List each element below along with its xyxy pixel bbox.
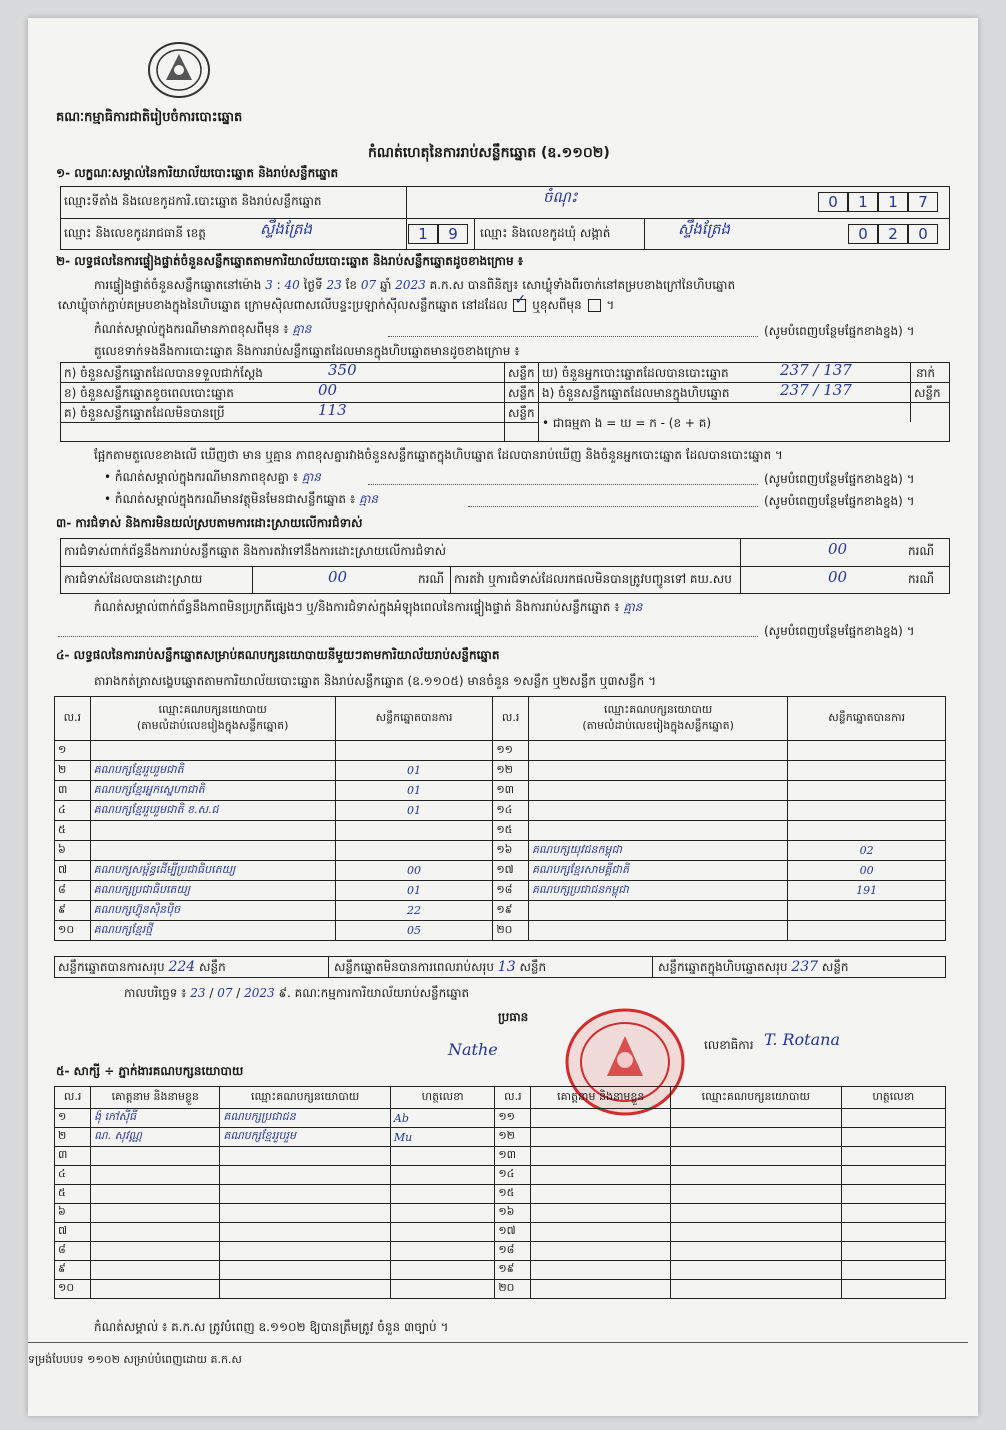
row-number: ១៨: [493, 881, 529, 901]
party-name[interactable]: [90, 821, 335, 841]
location-digit-2[interactable]: 1: [848, 192, 878, 212]
witness-signature[interactable]: [841, 1280, 945, 1299]
witness-name[interactable]: [91, 1147, 220, 1166]
witness-signature[interactable]: [390, 1242, 494, 1261]
unit-ballot-2: សន្លឹក: [508, 386, 535, 400]
witness-party[interactable]: [671, 1185, 842, 1204]
witness-party[interactable]: [220, 1166, 391, 1185]
table-row: [55, 861, 946, 881]
witness-signature[interactable]: [841, 1242, 945, 1261]
table-row: [55, 821, 946, 841]
w-col-party-left: ឈ្មោះគណបក្សនយោបាយ: [220, 1087, 391, 1109]
party-votes[interactable]: 01: [335, 781, 493, 801]
row-number: ៦: [55, 1204, 91, 1223]
row-number: ១៣: [495, 1147, 531, 1166]
col-party-right: ឈ្មោះគណបក្សនយោបាយ: [603, 702, 713, 716]
non-ballot-line: • កំណត់សម្គាល់ក្នុងករណីមានវត្ថុមិនមែនជាសន្លឹកឆ្នោត ៖ គ្មាន: [104, 492, 379, 506]
col-party-sub-left: (តាមលំដាប់លេខរៀងក្នុងសន្លឹកឆ្នោត): [136, 718, 289, 732]
received-label: ក) ចំនួនសន្លឹកឆ្នោតដែលបានទទួលជាក់ស្តែង: [64, 366, 263, 380]
voters-value[interactable]: 237 / 137: [780, 361, 852, 379]
different-checkbox[interactable]: [588, 299, 601, 312]
party-votes[interactable]: 01: [335, 881, 493, 901]
location-value[interactable]: ចំណុះ: [543, 188, 578, 206]
authority-name: គណៈកម្មាធិការជាតិរៀបចំការបោះឆ្នោត: [56, 110, 243, 125]
row-number: ៧: [55, 861, 91, 881]
row-number: ៩: [55, 901, 91, 921]
party-name[interactable]: [90, 841, 335, 861]
table-row: [55, 881, 946, 901]
case-unit-1: ករណី: [908, 544, 935, 558]
witness-party[interactable]: [220, 1185, 391, 1204]
commune-digit-2[interactable]: 2: [878, 224, 908, 244]
province-value[interactable]: ស្ទឹងត្រែង: [260, 220, 313, 238]
compare-line: ផ្អែកតាមតួលេខខាងលើ ឃើញថា មាន ឬគ្មាន ភាពខុសគ្នារវាងចំនួនសន្លឹកឆ្នោតក្នុងហិបឆ្នោត ដែលបានរាប់ឃើញ និងចំនួនអ្នកបោះឆ្នោត ដែលបានបោះឆ្នោត ។: [94, 448, 783, 462]
seal-line: សោឃ្លុំចាក់ភ្ជាប់គម្របខាងក្នុងនៃហិបឆ្នោត ក្រោមស៊ិលពាសលើបន្ទះប្រឡាក់ស៊ីលសន្លឹកឆ្នោត នៅដដែល ✓ ឬខុសពីមុន ។: [58, 298, 614, 313]
province-label: ឈ្មោះ និងលេខកូដរាជធានី ខេត្ត: [64, 226, 206, 240]
w-col-party-right: ឈ្មោះគណបក្សនយោបាយ: [671, 1087, 842, 1109]
row-number: ១៥: [493, 821, 529, 841]
minute-value[interactable]: 40: [284, 278, 300, 292]
row-number: ១៧: [493, 861, 529, 881]
row-number: ១៨: [495, 1242, 531, 1261]
section5-heading: ៥- សាក្សី ÷ ភ្នាក់ងារគណបក្សនយោបាយ: [56, 1064, 244, 1078]
row-number: ៣: [55, 781, 91, 801]
party-name[interactable]: គណបក្សសម្ព័ន្ធដើម្បីប្រជាធិបតេយ្យ: [90, 861, 335, 881]
witness-signature[interactable]: [390, 1147, 494, 1166]
w-col-sign-left: ហត្ថលេខា: [390, 1087, 494, 1109]
location-label: ឈ្មោះទីតាំង និងលេខកូដការិ.បោះឆ្នោត និងរាប់សន្លឹកឆ្នោត: [64, 194, 322, 208]
commune-value[interactable]: ស្ទឹងត្រែង: [678, 220, 731, 238]
unit-ballot-3: សន្លឹក: [508, 406, 535, 420]
row-number: ៥: [55, 1185, 91, 1204]
total-valid-value[interactable]: 224: [168, 959, 196, 975]
party-name[interactable]: [528, 761, 787, 781]
row-number: ២: [55, 1128, 91, 1147]
section4-heading: ៤- លទ្ធផលនៃការរាប់សន្លឹកឆ្នោតសម្រាប់គណបក្សនយោបាយនីមួយៗតាមការិយាល័យរាប់សន្លឹកឆ្នោត: [56, 648, 500, 662]
voters-label: ឃ) ចំនួនអ្នកបោះឆ្នោតដែលបានបោះឆ្នោត: [542, 366, 729, 380]
party-votes[interactable]: 191: [788, 881, 946, 901]
witness-signature[interactable]: [390, 1280, 494, 1299]
party-votes[interactable]: 00: [335, 861, 493, 881]
party-name[interactable]: [528, 921, 787, 941]
verify-line: ការផ្ទៀងផ្ទាត់ចំនួនសន្លឹកឆ្នោតនៅម៉ោង 3 : 40 ថ្ងៃទី 23 ខែ 07 ឆ្នាំ 2023 គ.ក.ស បានពិនិត្យ៖ សោឃ្លុំទាំងពីរចាក់នៅគម្របខាងក្រៅនៃហិបឆ្នោត: [94, 278, 736, 292]
form-title: កំណត់ហេតុនៃការរាប់សន្លឹកឆ្នោត (ឧ.១១០២): [368, 145, 610, 161]
party-name[interactable]: គណបក្សខ្មែររួបរួមជាតិ: [90, 761, 335, 781]
total-box-value[interactable]: 237: [791, 959, 819, 975]
party-votes[interactable]: 00: [788, 861, 946, 881]
party-name[interactable]: [90, 741, 335, 761]
witness-signature[interactable]: [841, 1166, 945, 1185]
party-votes[interactable]: [335, 741, 493, 761]
objection-label: ការជំទាស់ពាក់ព័ន្ធនឹងការរាប់សន្លឹកឆ្នោត និងការតវ៉ាទៅនឹងការដោះស្រាយលើការជំទាស់: [64, 544, 447, 558]
fill-hint-3: (សូមបំពេញបន្ថែមផ្នែកខាងខ្នង) ។: [764, 494, 915, 508]
irregularity-line: កំណត់សម្គាល់ពាក់ព័ន្ធនឹងភាពមិនប្រក្រតីផ្សេងៗ ឬ/និងការជំទាស់ក្នុងអំឡុងពេលនៃការផ្ទៀងផ្ទាត់ និងការរាប់សន្លឹកឆ្នោត ៖ គ្មាន: [94, 600, 643, 614]
party-results-table: [54, 696, 946, 941]
party-name[interactable]: គណបក្សហ៊្វុនស៊ិនប៉ិច: [90, 901, 335, 921]
witness-party[interactable]: [220, 1204, 391, 1223]
party-votes[interactable]: [335, 821, 493, 841]
location-digit-4[interactable]: 7: [908, 192, 938, 212]
province-digit-2[interactable]: 9: [438, 224, 468, 244]
table-row: [55, 781, 946, 801]
party-name[interactable]: គណបក្សខ្មែររួបរួមជាតិ ខ.ស.ជ: [90, 801, 335, 821]
witness-signature[interactable]: [390, 1204, 494, 1223]
hour-value[interactable]: 3: [265, 278, 273, 292]
witness-party[interactable]: គណបក្សប្រជាជន: [220, 1109, 391, 1128]
footnote: កំណត់សម្គាល់ ៖ គ.ក.ស ត្រូវបំពេញ ឧ.១១០២ ឱ្យបានត្រឹមត្រូវ ចំនួន ៣ច្បាប់ ។: [94, 1320, 449, 1334]
case-unit-3: ករណី: [908, 572, 935, 586]
fill-hint-2: (សូមបំពេញបន្ថែមផ្នែកខាងខ្នង) ។: [764, 472, 915, 486]
section3-heading: ៣- ការជំទាស់ និងការមិនយល់ស្របតាមការដោះស្រាយលើការជំទាស់: [56, 516, 363, 530]
witness-signature[interactable]: [841, 1109, 945, 1128]
table-row: [55, 1109, 946, 1128]
spoiled-value[interactable]: 00: [318, 381, 338, 399]
witness-signature[interactable]: [390, 1166, 494, 1185]
party-name[interactable]: គណបក្សប្រជាធិបតេយ្យ: [90, 881, 335, 901]
col-no-left: ល.រ: [55, 697, 91, 741]
commune-digit-1[interactable]: 0: [848, 224, 878, 244]
non-ballot-value[interactable]: គ្មាន: [358, 492, 379, 506]
witness-name[interactable]: [91, 1261, 220, 1280]
forwarded-label: ការតវ៉ា ឬការជំទាស់ដែលរកផលមិនបានត្រូវបញ្ជូនទៅ គឃ.សប: [454, 572, 732, 586]
witness-party[interactable]: [671, 1261, 842, 1280]
witness-signature[interactable]: [841, 1128, 945, 1147]
party-name[interactable]: [528, 781, 787, 801]
col-votes-right: សន្លឹកឆ្នោតបានការ: [788, 697, 946, 741]
witness-signature[interactable]: [841, 1185, 945, 1204]
resolved-label: ការជំទាស់ដែលបានដោះស្រាយ: [64, 572, 203, 586]
unit-person: នាក់: [916, 366, 936, 380]
party-name[interactable]: [528, 821, 787, 841]
party-votes[interactable]: 01: [335, 761, 493, 781]
witness-name[interactable]: [531, 1242, 671, 1261]
witness-name[interactable]: [531, 1128, 671, 1147]
col-party-left: ឈ្មោះគណបក្សនយោបាយ: [158, 702, 267, 716]
party-name[interactable]: [528, 901, 787, 921]
table-row: [55, 801, 946, 821]
witness-party[interactable]: [671, 1109, 842, 1128]
col-no-right: ល.រ: [493, 697, 529, 741]
chair-label: ប្រធាន: [498, 1010, 529, 1024]
witness-party[interactable]: [671, 1128, 842, 1147]
row-number: ៣: [55, 1147, 91, 1166]
witness-table: [54, 1086, 946, 1299]
party-name[interactable]: គណបក្សយុវជនកម្ពុជា: [528, 841, 787, 861]
fill-hint-1: (សូមបំពេញបន្ថែមផ្នែកខាងខ្នង) ។: [764, 324, 915, 338]
province-digit-1[interactable]: 1: [408, 224, 438, 244]
party-name[interactable]: [528, 741, 787, 761]
table-row: [55, 1223, 946, 1242]
form-reference: ទម្រង់បែបបទ ១១០២ សម្រាប់បំពេញដោយ គ.ក.ស: [28, 1353, 242, 1366]
witness-signature[interactable]: [841, 1204, 945, 1223]
row-number: ១: [55, 741, 91, 761]
row-number: ១២: [495, 1128, 531, 1147]
total-box-line: សន្លឹកឆ្នោតក្នុងហិបឆ្នោតសរុប 237 សន្លឹក: [658, 959, 849, 975]
witness-name[interactable]: [91, 1185, 220, 1204]
row-number: ២០: [493, 921, 529, 941]
date-day[interactable]: 23: [190, 986, 206, 1000]
objection-value[interactable]: 00: [828, 540, 848, 558]
row-number: ១៧: [495, 1223, 531, 1242]
row-number: ៤: [55, 1166, 91, 1185]
witness-signature[interactable]: [390, 1223, 494, 1242]
total-invalid-value[interactable]: 13: [497, 959, 516, 975]
witness-party[interactable]: [220, 1147, 391, 1166]
diff-note-value[interactable]: គ្មាន: [292, 322, 312, 336]
witness-name[interactable]: [91, 1223, 220, 1242]
witness-party[interactable]: [671, 1242, 842, 1261]
witness-signature[interactable]: [390, 1185, 494, 1204]
party-votes[interactable]: 05: [335, 921, 493, 941]
forwarded-value[interactable]: 00: [828, 568, 848, 586]
party-votes[interactable]: 01: [335, 801, 493, 821]
table-row: [55, 1242, 946, 1261]
row-number: ៤: [55, 801, 91, 821]
commune-label: ឈ្មោះ និងលេខកូដឃុំ សង្កាត់: [480, 226, 611, 240]
witness-party[interactable]: [220, 1261, 391, 1280]
fill-hint-4: (សូមបំពេញបន្ថែមផ្នែកខាងខ្នង) ។: [764, 624, 915, 638]
row-number: ១០: [55, 1280, 91, 1299]
party-votes[interactable]: [788, 781, 946, 801]
table-intro: តួលេខទាក់ទងនឹងការបោះឆ្នោត និងការរាប់សន្លឹកឆ្នោតដែលមានក្នុងហិបឆ្នោតមានដូចខាងក្រោម ៖: [94, 344, 520, 358]
w-col-no-right: ល.រ: [495, 1087, 531, 1109]
row-number: ១៦: [493, 841, 529, 861]
witness-party[interactable]: គណបក្សខ្មែររួបរួម: [220, 1128, 391, 1147]
witness-name[interactable]: [91, 1242, 220, 1261]
secretary-signature: T. Rotana: [764, 1030, 840, 1049]
witness-signature[interactable]: Ab: [390, 1109, 494, 1128]
year-value[interactable]: 2023: [395, 278, 426, 292]
party-votes[interactable]: [788, 741, 946, 761]
row-number: ១១: [493, 741, 529, 761]
row-number: ៥: [55, 821, 91, 841]
witness-name[interactable]: [531, 1109, 671, 1128]
party-name[interactable]: គណបក្សប្រជាជនកម្ពុជា: [528, 881, 787, 901]
resolved-value[interactable]: 00: [328, 568, 348, 586]
witness-name[interactable]: [91, 1280, 220, 1299]
row-number: ១០: [55, 921, 91, 941]
table-row: [55, 1166, 946, 1185]
witness-party[interactable]: [220, 1242, 391, 1261]
table-row: [55, 1128, 946, 1147]
diff-count-value[interactable]: គ្មាន: [301, 470, 321, 484]
location-digit-3[interactable]: 1: [878, 192, 908, 212]
witness-name[interactable]: [531, 1261, 671, 1280]
unused-value[interactable]: 113: [318, 401, 347, 419]
row-number: ១៥: [495, 1185, 531, 1204]
row-number: ២: [55, 761, 91, 781]
row-number: ១៤: [493, 801, 529, 821]
w-col-no-left: ល.រ: [55, 1087, 91, 1109]
witness-name[interactable]: [531, 1280, 671, 1299]
inbox-value[interactable]: 237 / 137: [780, 381, 852, 399]
witness-signature[interactable]: [841, 1147, 945, 1166]
election-form-page: [28, 18, 978, 1416]
case-unit-2: ករណី: [418, 572, 445, 586]
chair-signature: Nathe: [448, 1040, 498, 1059]
witness-party[interactable]: [671, 1166, 842, 1185]
table-row: [55, 761, 946, 781]
witness-name[interactable]: [531, 1166, 671, 1185]
secretary-label: លេខាធិការ: [704, 1038, 754, 1052]
row-number: ១៦: [495, 1204, 531, 1223]
table-row: [55, 1280, 946, 1299]
row-number: ១៩: [493, 901, 529, 921]
party-name[interactable]: គណបក្សខ្មែរសាមគ្គីជាតិ: [528, 861, 787, 881]
col-party-sub-right: (តាមលំដាប់លេខរៀងក្នុងសន្លឹកឆ្នោត): [582, 718, 734, 732]
witness-name[interactable]: [531, 1204, 671, 1223]
diff-count-line: • កំណត់សម្គាល់ក្នុងករណីមានភាពខុសគ្នា ៖ គ្មាន: [104, 470, 321, 484]
row-number: ៨: [55, 1242, 91, 1261]
same-checkbox[interactable]: [513, 299, 526, 312]
row-number: ១២: [493, 761, 529, 781]
section1-heading: ១- លក្ខណៈសម្គាល់នៃការិយាល័យបោះឆ្នោត និងរាប់សន្លឹកឆ្នោត: [56, 166, 339, 180]
inbox-label: ង) ចំនួនសន្លឹកឆ្នោតដែលមានក្នុងហិបឆ្នោត: [542, 386, 730, 400]
witness-party[interactable]: [671, 1223, 842, 1242]
party-name[interactable]: [528, 801, 787, 821]
location-digit-1[interactable]: 0: [818, 192, 848, 212]
witness-party[interactable]: [220, 1223, 391, 1242]
witness-party[interactable]: [671, 1280, 842, 1299]
row-number: ២០: [495, 1280, 531, 1299]
party-votes[interactable]: 22: [335, 901, 493, 921]
unit-ballot-1: សន្លឹក: [508, 366, 535, 380]
summary-sheet-line: តារាងកត់ត្រាសង្ខេបឆ្នោតតាមការិយាល័យបោះឆ្នោត និងរាប់សន្លឹកឆ្នោត (ឧ.១១០៥) មានចំនួន ១សន្លឹក ឬ២សន្លឹក ឬ៣សន្លឹក ។: [94, 674, 657, 688]
witness-signature[interactable]: [841, 1261, 945, 1280]
commune-digit-3[interactable]: 0: [908, 224, 938, 244]
witness-signature[interactable]: [390, 1261, 494, 1280]
party-votes[interactable]: [788, 821, 946, 841]
irregularity-value[interactable]: គ្មាន: [623, 600, 643, 614]
table-row: [55, 741, 946, 761]
w-col-name-right: គោត្តនាម និងនាមខ្លួន: [531, 1087, 671, 1109]
row-number: ៦: [55, 841, 91, 861]
day-value[interactable]: 23: [326, 278, 342, 292]
party-votes[interactable]: [788, 761, 946, 781]
witness-name[interactable]: ណ. សុវណ្ណ: [91, 1128, 220, 1147]
witness-party[interactable]: [220, 1280, 391, 1299]
spoiled-label: ខ) ចំនួនសន្លឹកឆ្នោតខូចពេលបោះឆ្នោត: [64, 386, 234, 400]
month-value[interactable]: 07: [360, 278, 377, 292]
witness-signature[interactable]: [841, 1223, 945, 1242]
witness-name[interactable]: ង៉ុ កៅស៊ីធី: [91, 1109, 220, 1128]
party-votes[interactable]: 02: [788, 841, 946, 861]
formula: • ជាធម្មតា ង = ឃ = ក - (ខ + គ): [542, 416, 712, 430]
party-name[interactable]: គណបក្សខ្មែរអ្នកស្នេហាជាតិ: [90, 781, 335, 801]
unit-ballot-4: សន្លឹក: [914, 386, 941, 400]
party-votes[interactable]: [788, 801, 946, 821]
row-number: ១៩: [495, 1261, 531, 1280]
date-year[interactable]: 2023: [244, 986, 275, 1000]
row-number: ១: [55, 1109, 91, 1128]
section2-heading: ២- លទ្ធផលនៃការផ្ទៀងផ្ទាត់ចំនួនសន្លឹកឆ្នោតតាមការិយាល័យបោះឆ្នោត និងរាប់សន្លឹកឆ្នោតដូចខាងក្រោម ៖: [56, 254, 524, 268]
row-number: ១៤: [495, 1166, 531, 1185]
witness-name[interactable]: [91, 1204, 220, 1223]
date-month[interactable]: 07: [217, 986, 233, 1000]
witness-name[interactable]: [531, 1147, 671, 1166]
total-valid-line: សន្លឹកឆ្នោតបានការសរុប 224 សន្លឹក: [58, 959, 226, 975]
row-number: ៨: [55, 881, 91, 901]
witness-name[interactable]: [531, 1223, 671, 1242]
w-col-sign-right: ហត្ថលេខា: [841, 1087, 945, 1109]
party-votes[interactable]: [335, 841, 493, 861]
table-row: [55, 1261, 946, 1280]
party-votes[interactable]: [788, 921, 946, 941]
emblem-icon: [146, 40, 212, 100]
row-number: ៧: [55, 1223, 91, 1242]
witness-name[interactable]: [91, 1166, 220, 1185]
row-number: ១៣: [493, 781, 529, 801]
witness-party[interactable]: [671, 1147, 842, 1166]
diff-note-line: កំណត់សម្គាល់ក្នុងករណីមានភាពខុសពីមុន ៖ គ្មាន: [94, 322, 312, 336]
party-votes[interactable]: [788, 901, 946, 921]
table-row: [55, 841, 946, 861]
row-number: ៩: [55, 1261, 91, 1280]
col-votes-left: សន្លឹកឆ្នោតបានការ: [335, 697, 493, 741]
witness-name[interactable]: [531, 1185, 671, 1204]
received-value[interactable]: 350: [328, 361, 357, 379]
unused-label: គ) ចំនួនសន្លឹកឆ្នោតដែលមិនបានប្រើ: [64, 406, 225, 420]
date-line: កាលបរិច្ឆេទ ៖ 23 / 07 / 2023 ៩. គណៈកម្មការការិយាល័យរាប់សន្លឹកឆ្នោត: [124, 986, 470, 1000]
w-col-name-left: គោត្តនាម និងនាមខ្លួន: [91, 1087, 220, 1109]
total-invalid-line: សន្លឹកឆ្នោតមិនបានការពេលរាប់សរុប 13 សន្លឹក: [334, 959, 547, 975]
party-name[interactable]: គណបក្សខ្មែរថ្មី: [90, 921, 335, 941]
table-row: [55, 1185, 946, 1204]
table-row: [55, 1204, 946, 1223]
witness-signature[interactable]: Mu: [390, 1128, 494, 1147]
table-row: [55, 901, 946, 921]
witness-party[interactable]: [671, 1204, 842, 1223]
row-number: ១១: [495, 1109, 531, 1128]
table-row: [55, 921, 946, 941]
table-row: [55, 1147, 946, 1166]
